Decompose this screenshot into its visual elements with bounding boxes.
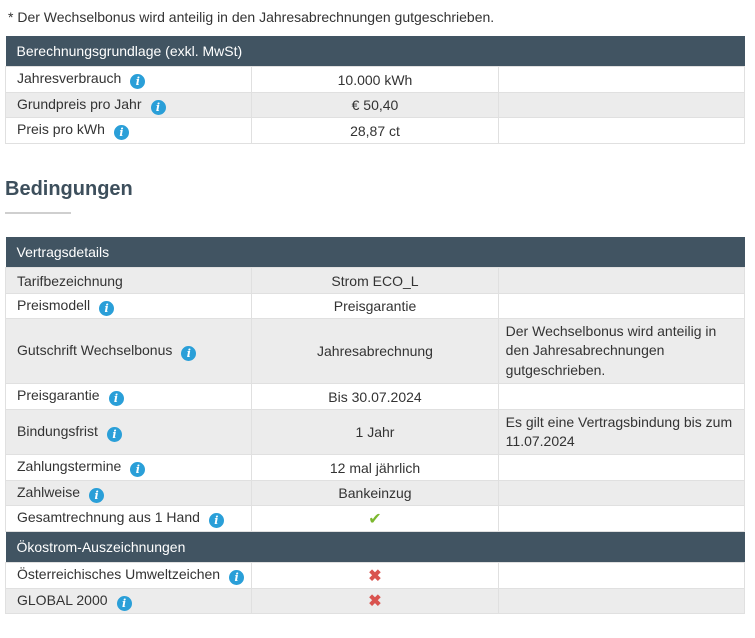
row-note (498, 118, 744, 144)
row-label: Bindungsfrist (17, 422, 98, 439)
eco-header-row (6, 532, 745, 563)
row-note (498, 481, 744, 506)
row-value: Bis 30.07.2024 (252, 384, 498, 410)
info-icon[interactable]: i (99, 301, 114, 316)
row-label: Zahlungstermine (17, 458, 122, 474)
section-title: Bedingungen (5, 178, 133, 200)
row-value: Jahresabrechnung (252, 319, 498, 384)
row-note (498, 67, 744, 93)
row-note (498, 268, 744, 294)
conditions-table (5, 237, 745, 614)
info-icon[interactable]: i (109, 391, 124, 406)
cross-icon: ✖ (368, 567, 382, 585)
row-value: 1 Jahr (252, 410, 498, 455)
row-value: 28,87 ct (252, 118, 498, 144)
row-value: € 50,40 (252, 93, 498, 118)
row-label: Preisgarantie (17, 387, 100, 403)
row-note (498, 506, 744, 532)
row-note: Es gilt eine Vertragsbindung bis zum 11.07.2024 (498, 410, 744, 455)
row-label: Österreichisches Umweltzeichen (17, 566, 221, 582)
row-label: Grundpreis pro Jahr (17, 95, 142, 112)
info-icon[interactable]: i (107, 427, 122, 442)
table-row (6, 67, 745, 93)
cross-icon: ✖ (368, 593, 382, 610)
row-label: Tarifbezeichnung (17, 272, 123, 289)
row-note (498, 455, 744, 481)
row-label: Jahresverbrauch (17, 70, 122, 86)
row-label: Preismodell (17, 296, 91, 313)
row-note (498, 294, 744, 319)
info-icon[interactable]: i (209, 513, 224, 528)
row-label: Gesamtrechnung aus 1 Hand (17, 509, 200, 525)
table-row (6, 506, 745, 532)
row-value: 12 mal jährlich (252, 455, 498, 481)
row-note: Der Wechselbonus wird anteilig in den Jahresabrechnungen gutgeschrieben. (498, 319, 744, 384)
table-row (6, 118, 745, 144)
info-icon[interactable]: i (114, 125, 129, 140)
row-label: Gutschrift Wechselbonus (17, 341, 173, 358)
info-icon[interactable]: i (130, 74, 145, 89)
table-row (6, 481, 745, 506)
table-row (6, 589, 745, 614)
row-value: 10.000 kWh (252, 67, 498, 93)
basis-header-row (6, 36, 745, 67)
info-icon[interactable]: i (181, 346, 196, 361)
info-icon[interactable]: i (229, 570, 244, 585)
row-value: Preisgarantie (252, 294, 498, 319)
table-row (6, 455, 745, 481)
row-note (498, 384, 744, 410)
info-icon[interactable]: i (130, 462, 145, 477)
eco-header: Ökostrom-Auszeichnungen (6, 532, 745, 563)
info-icon[interactable]: i (89, 488, 104, 503)
footnote: * Der Wechselbonus wird anteilig in den Jahresabrechnungen gutgeschrieben. (8, 9, 495, 25)
row-label: Preis pro kWh (17, 121, 105, 137)
check-icon: ✔ (368, 510, 382, 528)
row-value: Strom ECO_L (252, 268, 498, 294)
table-row (6, 294, 745, 319)
row-label: GLOBAL 2000 (17, 591, 108, 608)
row-value: Bankeinzug (252, 481, 498, 506)
basis-table (5, 36, 745, 144)
row-note (498, 589, 744, 614)
table-row (6, 384, 745, 410)
table-row (6, 93, 745, 118)
conditions-header: Vertragsdetails (6, 237, 745, 268)
row-label: Zahlweise (17, 483, 81, 500)
section-title-underline (5, 212, 71, 214)
basis-header: Berechnungsgrundlage (exkl. MwSt) (6, 36, 745, 67)
table-row (6, 319, 745, 384)
conditions-header-row (6, 237, 745, 268)
table-row (6, 563, 745, 589)
row-note (498, 563, 744, 589)
table-row (6, 410, 745, 455)
info-icon[interactable]: i (151, 100, 166, 115)
row-note (498, 93, 744, 118)
table-row (6, 268, 745, 294)
info-icon[interactable]: i (117, 596, 132, 611)
